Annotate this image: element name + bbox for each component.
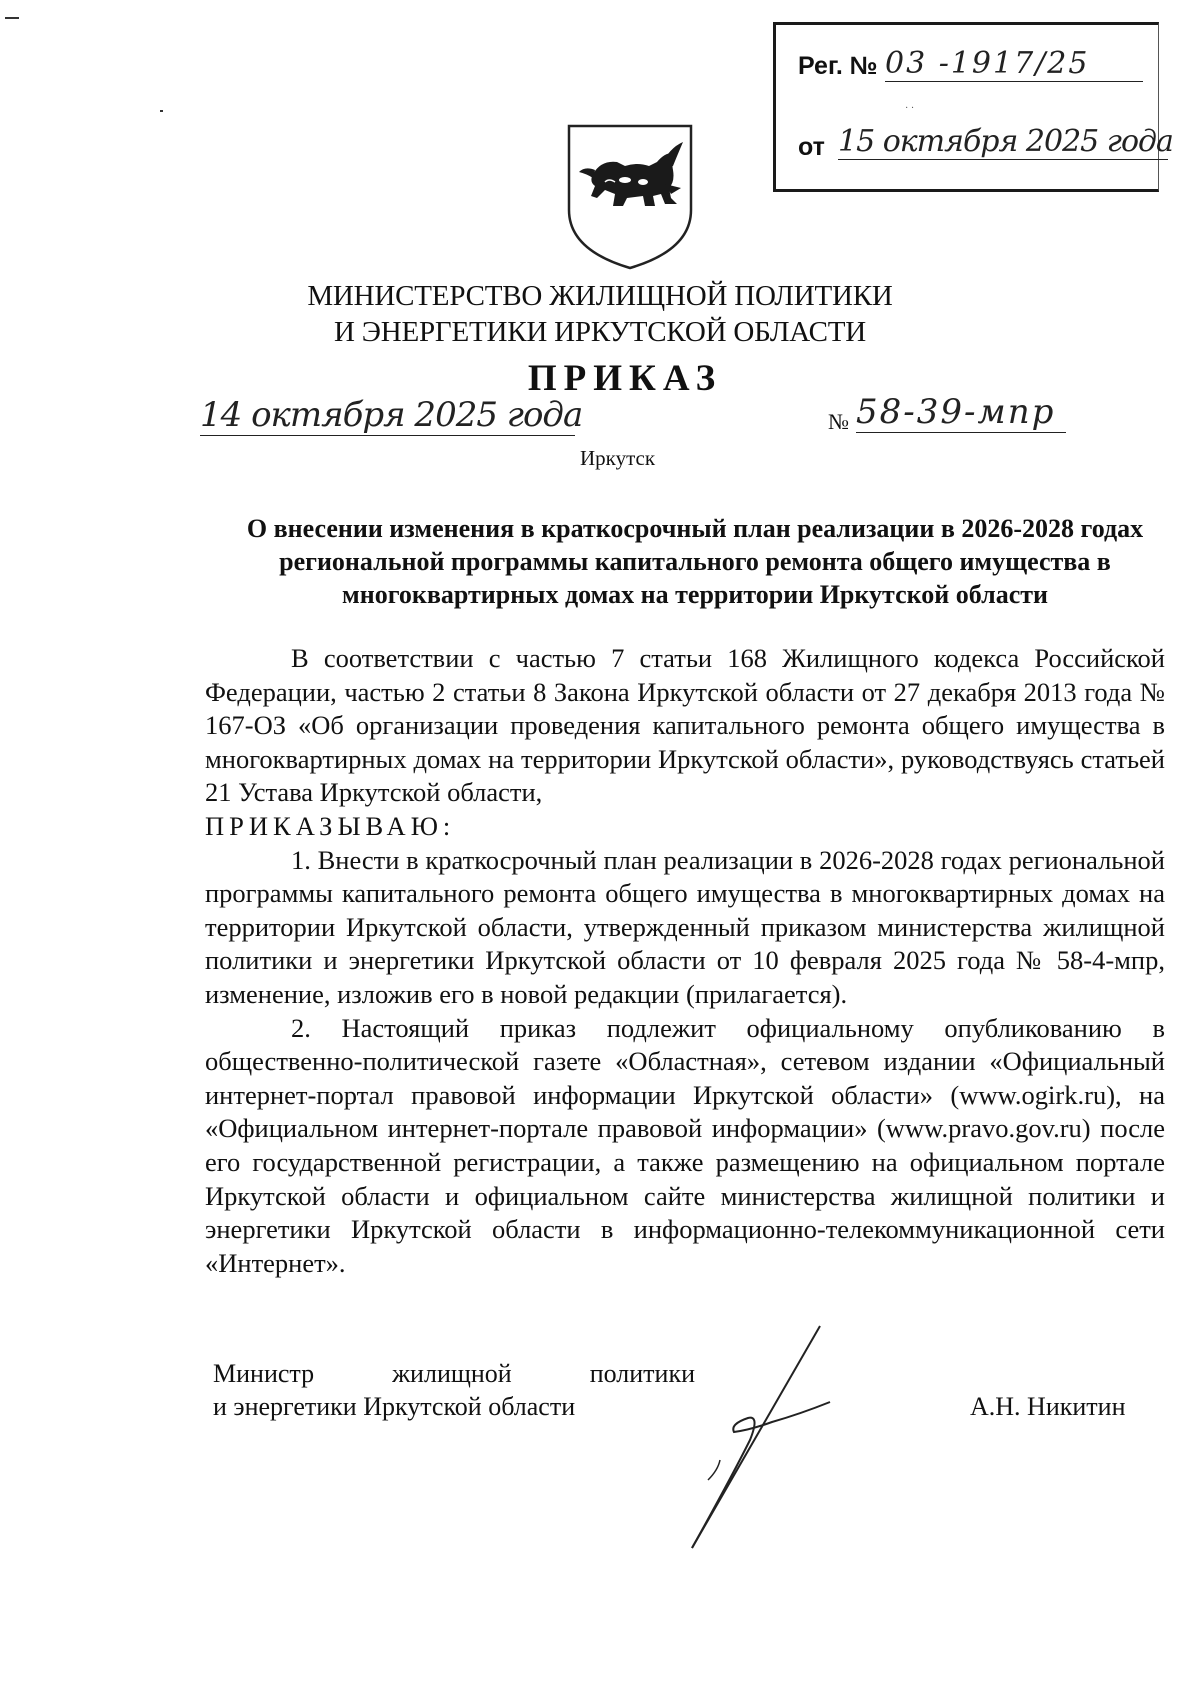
reg-date-label: от bbox=[798, 133, 825, 161]
order-item-1: 1. Внести в краткосрочный план реализации в 2026-2028 годах региональной программы капитального ремонта общего имущества в многоквартирных домах на территории Иркутской области, утвержденный приказом министерства жилищной политики и энергетики Иркутской области от 10 февраля 2025 года № 58-4-мпр, изменение, изложив его в новой редакции (прилагается). bbox=[205, 844, 1165, 1009]
order-number-label: № bbox=[828, 409, 849, 434]
signatory-title-line1: Министр жилищной политики bbox=[213, 1359, 695, 1388]
reg-number-handwritten: 03 -1917/25 bbox=[885, 46, 1143, 82]
reg-number-label: Рег. № bbox=[798, 52, 878, 80]
signatory-title bbox=[213, 1357, 695, 1423]
coat-of-arms-emblem bbox=[565, 122, 695, 272]
scan-speck bbox=[160, 110, 163, 112]
order-item-2: 2. Настоящий приказ подлежит официальному опубликованию в общественно-политической газете «Областная», сетевом издании «Официальный интернет-портал правовой информации Иркутской области» (www.ogirk.ru), на «Официальном интернет-портале правовой информации» (www.pravo.gov.ru) после его государственной регистрации, а также размещению на официальном портале Иркутской области и официальном сайте министерства жилищной политики и энергетики Иркутской области в информационно-телекоммуникационной сети «Интернет». bbox=[205, 1012, 1165, 1278]
reg-date-handwritten: 15 октября 2025 года bbox=[838, 124, 1173, 159]
signatory-title-line2: и энергетики Иркутской области bbox=[213, 1392, 576, 1421]
city-label: Иркутск bbox=[580, 446, 656, 470]
document-type-title: ПРИКАЗ bbox=[527, 358, 723, 399]
handwritten-signature bbox=[690, 1320, 890, 1550]
order-date-handwritten: 14 октября 2025 года bbox=[200, 395, 583, 435]
document-heading: О внесении изменения в краткосрочный план реализации в 2026-2028 годах региональной программы капитального ремонта общего имущества в многоквартирных домах на территории Иркутской области bbox=[246, 514, 1144, 609]
scan-speck bbox=[5, 17, 19, 19]
ministry-name-line2: И ЭНЕРГЕТИКИ ИРКУТСКОЙ ОБЛАСТИ bbox=[333, 316, 866, 348]
ministry-name-line1: МИНИСТЕРСТВО ЖИЛИЩНОЙ ПОЛИТИКИ bbox=[307, 280, 893, 312]
stamp-dots: · · bbox=[905, 103, 915, 114]
signatory-name: А.Н. Никитин bbox=[970, 1392, 1126, 1421]
order-number-handwritten: 58-39-мпр bbox=[856, 392, 1066, 433]
preamble-paragraph: В соответствии с частью 7 статьи 168 Жилищного кодекса Российской Федерации, частью 2 статьи 8 Закона Иркутской области от 27 декабря 2013 года № 167-ОЗ «Об организации проведения капитального ремонта общего имущества в многоквартирных домах на территории Иркутской области», руководствуясь статьей 21 Устава Иркутской области, bbox=[205, 643, 1165, 808]
document-body bbox=[205, 642, 1165, 1280]
order-word: ПРИКАЗЫВАЮ: bbox=[205, 810, 456, 841]
